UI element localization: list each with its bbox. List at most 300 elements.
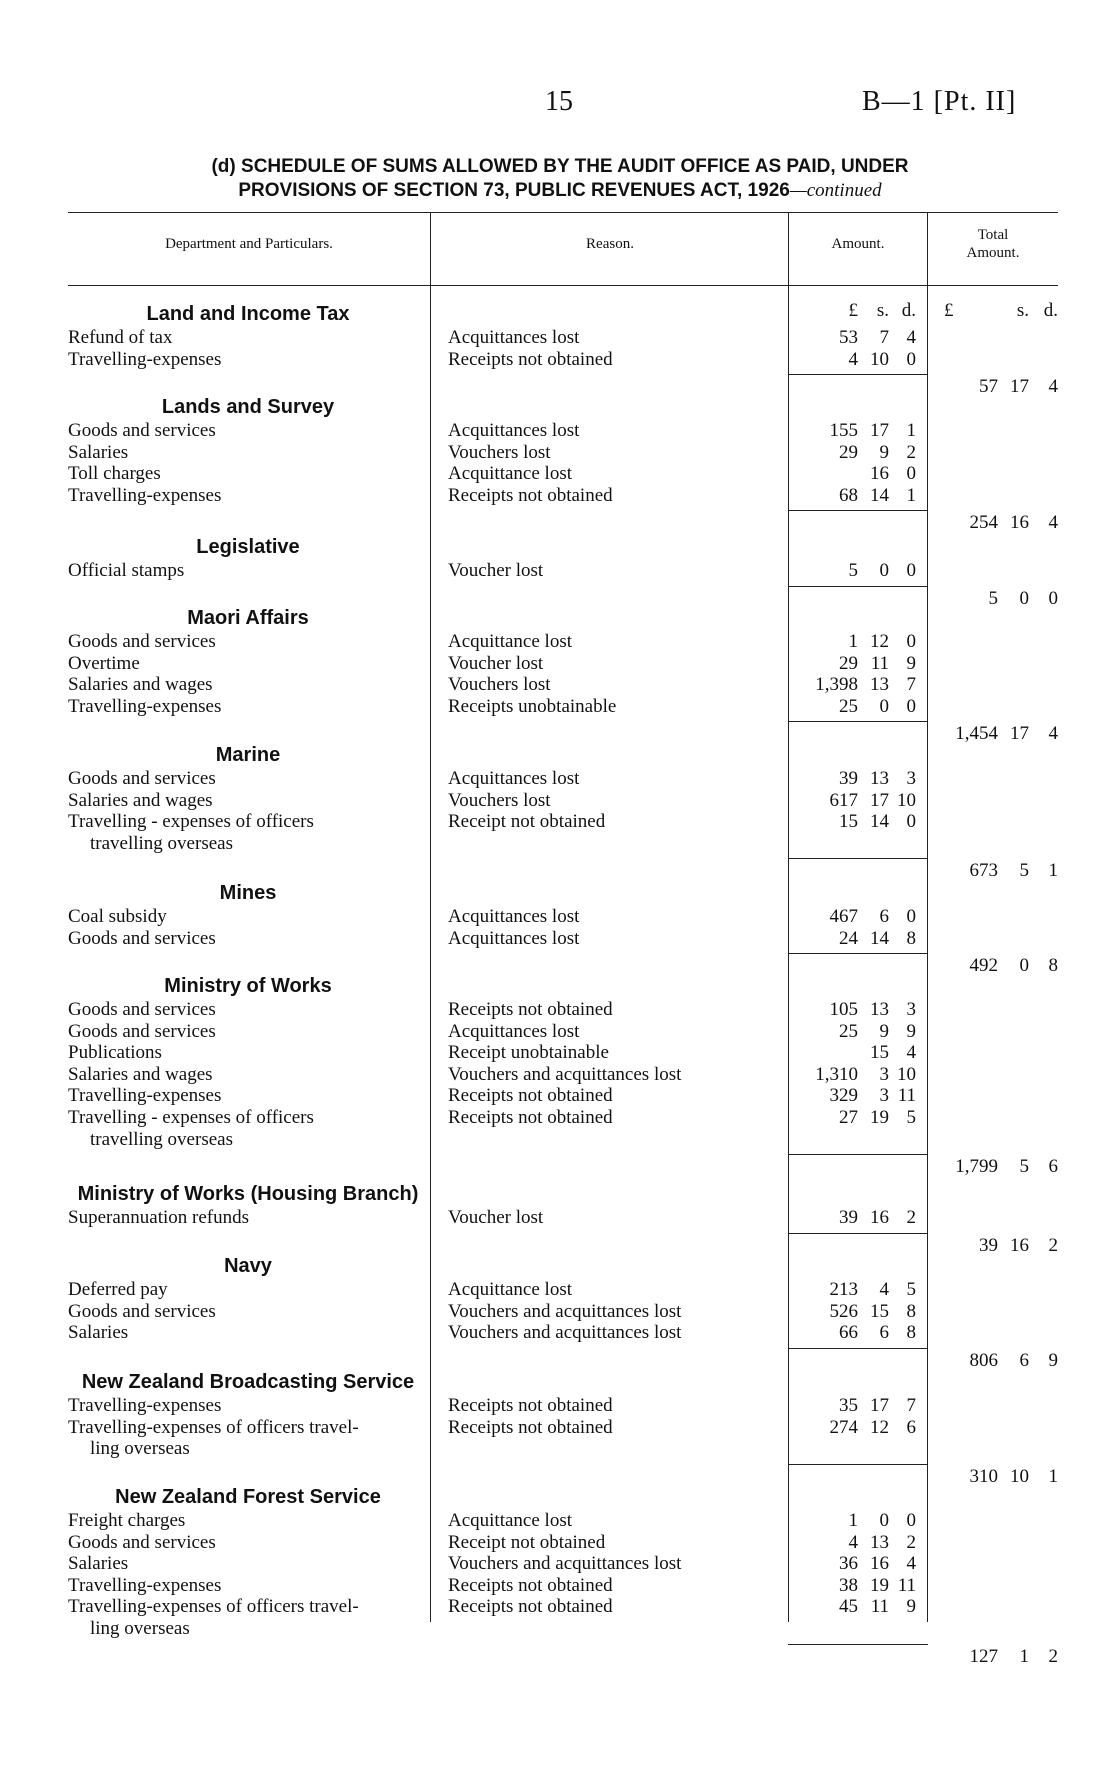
table-row	[0, 1417, 1114, 1439]
reason-cell: Receipt not obtained	[448, 1531, 606, 1553]
amount-pounds: 39	[839, 1207, 858, 1228]
particulars-cell: Travelling-expenses	[68, 1085, 222, 1107]
amount-cell	[788, 1207, 916, 1229]
particulars-cell: Travelling-expenses	[68, 348, 222, 370]
amount-pence: 0	[906, 348, 916, 370]
amount-cell	[788, 1510, 916, 1532]
particulars-cell: Goods and services	[68, 1300, 216, 1322]
amount-pence: 2	[906, 1531, 916, 1553]
amount-shillings: 13	[870, 768, 889, 789]
reason-cell: Receipt not obtained	[448, 811, 606, 833]
amount-pence: 0	[906, 695, 916, 717]
amount-shillings: 12	[870, 1416, 889, 1438]
amount-pounds: 39	[839, 768, 858, 789]
amount-shillings: 13	[870, 674, 889, 696]
particulars-cell: Freight charges	[68, 1510, 186, 1531]
amount-pounds: 15	[839, 811, 858, 833]
reason-cell: Receipts not obtained	[448, 1107, 613, 1128]
amount-shillings: 15	[870, 1042, 889, 1064]
reason-cell: Receipts not obtained	[448, 1574, 613, 1596]
amount-pounds: 526	[829, 1300, 858, 1322]
particulars-cell: Goods and services	[68, 999, 216, 1020]
title-line-2	[70, 179, 1050, 203]
amount-pounds: 467	[829, 906, 858, 927]
total-shillings: 1	[1019, 1645, 1029, 1667]
amount-cell	[788, 696, 916, 718]
particulars-cell: Salaries and wages	[68, 674, 213, 696]
table-row	[0, 1575, 1114, 1597]
amount-pounds: 329	[829, 1085, 858, 1107]
reason-cell: Acquittance lost	[448, 1510, 572, 1531]
amount-pence: 0	[906, 1510, 916, 1531]
total-amount-cell	[930, 723, 1058, 745]
amount-cell	[788, 560, 916, 582]
amount-pounds: 53	[839, 327, 858, 348]
amount-pounds: 1	[848, 1510, 858, 1531]
amount-pence: 4	[906, 1042, 916, 1064]
particulars-cell: Travelling - expenses of officers	[68, 811, 314, 833]
amount-pence: 5	[906, 1279, 916, 1300]
amount-cell	[788, 1575, 916, 1597]
amount-pounds: 25	[839, 1020, 858, 1042]
amount-shillings: 16	[870, 463, 889, 485]
amount-subtotal-rule	[788, 1154, 928, 1155]
amount-pence: 4	[906, 1553, 916, 1575]
particulars-cell: Travelling-expenses	[68, 1574, 222, 1596]
amount-cell	[788, 349, 916, 371]
amount-shillings: 4	[879, 1279, 889, 1300]
column-header-reason: Reason.	[586, 236, 634, 252]
amount-pence: 11	[897, 1085, 916, 1107]
table-row	[0, 1279, 1114, 1301]
amount-pounds: 29	[839, 652, 858, 674]
amount-pence: 1	[906, 420, 916, 441]
amount-pounds: 4	[848, 1531, 858, 1553]
amount-cell	[788, 1395, 916, 1417]
reason-cell: Receipt unobtainable	[448, 1042, 609, 1064]
shillings-head: s.	[876, 300, 889, 321]
amount-shillings: 16	[870, 1553, 889, 1575]
table-row	[0, 1395, 1114, 1417]
total-pence: 8	[1048, 955, 1058, 977]
particulars-cell: Official stamps	[68, 560, 185, 581]
amount-pounds: 1,398	[815, 674, 858, 696]
table-row	[0, 906, 1114, 928]
total-pounds: 310	[969, 1465, 998, 1487]
particulars-cell: Refund of tax	[68, 327, 173, 348]
amount-shillings: 0	[879, 695, 889, 717]
amount-cell	[788, 1596, 916, 1618]
particulars-cell: travelling overseas	[90, 1128, 233, 1150]
amount-shillings: 10	[870, 348, 889, 370]
amount-cell	[788, 1085, 916, 1107]
particulars-cell: Goods and services	[68, 1020, 216, 1042]
amount-pence: 8	[906, 1322, 916, 1344]
particulars-cell: Travelling-expenses	[68, 1395, 222, 1416]
amount-cell	[788, 463, 916, 485]
pence-head: d.	[901, 300, 916, 321]
total-pence: 4	[1048, 512, 1058, 534]
reason-cell: Acquittance lost	[448, 463, 572, 485]
amount-pence: 6	[906, 1416, 916, 1438]
currency-heads-total	[930, 300, 1058, 322]
amount-cell	[788, 485, 916, 507]
amount-pounds: 24	[839, 927, 858, 949]
amount-subtotal-rule	[788, 1464, 928, 1465]
table-row	[0, 1107, 1114, 1129]
amount-pounds: 1	[848, 631, 858, 652]
total-pence: 4	[1048, 723, 1058, 745]
amount-pounds: 29	[839, 441, 858, 463]
total-pounds: 492	[969, 955, 998, 977]
total-amount-cell	[930, 588, 1058, 610]
amount-pounds: 617	[829, 789, 858, 811]
amount-cell	[788, 811, 916, 833]
total-pounds: 1,799	[955, 1156, 998, 1178]
table-row	[0, 790, 1114, 812]
department-heading: Ministry of Works (Housing Branch)	[77, 1183, 419, 1205]
amount-pounds: 35	[839, 1395, 858, 1416]
total-pence: 9	[1048, 1349, 1058, 1371]
amount-subtotal-rule	[788, 858, 928, 859]
amount-pence: 11	[897, 1574, 916, 1596]
currency-heads-amount	[788, 300, 916, 322]
particulars-cell: Goods and services	[68, 768, 216, 789]
amount-pence: 0	[906, 560, 916, 581]
amount-cell	[788, 420, 916, 442]
particulars-cell: Deferred pay	[68, 1279, 168, 1300]
amount-subtotal-rule	[788, 510, 928, 511]
total-pence: 2	[1048, 1234, 1058, 1256]
particulars-cell: ling overseas	[90, 1438, 190, 1460]
table-row	[0, 1021, 1114, 1043]
total-pounds: 39	[979, 1234, 998, 1256]
table-row	[0, 768, 1114, 790]
department-heading: New Zealand Broadcasting Service	[81, 1371, 415, 1393]
table-row	[0, 696, 1114, 718]
table-row	[0, 1618, 1114, 1640]
amount-pence: 9	[906, 1020, 916, 1042]
total-pence: 0	[1048, 587, 1058, 609]
amount-cell	[788, 790, 916, 812]
table-row	[0, 560, 1114, 582]
amount-pence: 7	[906, 1395, 916, 1416]
amount-cell	[788, 999, 916, 1021]
total-shillings: 17	[1010, 723, 1029, 745]
particulars-cell: Travelling-expenses	[68, 695, 222, 717]
table-row	[0, 1553, 1114, 1575]
table-row	[0, 420, 1114, 442]
amount-cell	[788, 1322, 916, 1344]
reason-cell: Receipts not obtained	[448, 1395, 613, 1416]
reason-cell: Acquittance lost	[448, 1279, 572, 1300]
table-row	[0, 653, 1114, 675]
amount-pence: 9	[906, 652, 916, 674]
amount-pence: 0	[906, 906, 916, 927]
particulars-cell: Publications	[68, 1042, 162, 1064]
reason-cell: Vouchers and acquittances lost	[448, 1063, 682, 1085]
total-amount-cell	[930, 1235, 1058, 1257]
total-pence: 2	[1048, 1645, 1058, 1667]
total-pence: 1	[1048, 860, 1058, 882]
amount-pence: 10	[897, 1063, 916, 1085]
amount-pounds: 66	[839, 1322, 858, 1344]
amount-shillings: 14	[870, 927, 889, 949]
amount-shillings: 3	[879, 1085, 889, 1107]
amount-cell	[788, 327, 916, 349]
reason-cell: Acquittances lost	[448, 927, 580, 949]
amount-pence: 2	[906, 441, 916, 463]
amount-cell	[788, 631, 916, 653]
total-amount-cell	[930, 955, 1058, 977]
department-heading: Marine	[215, 744, 281, 766]
amount-shillings: 6	[879, 906, 889, 927]
amount-subtotal-rule	[788, 1348, 928, 1349]
amount-pence: 0	[906, 463, 916, 485]
total-pounds: 806	[969, 1349, 998, 1371]
table-row	[0, 1596, 1114, 1618]
amount-pounds: 68	[839, 484, 858, 506]
reason-cell: Receipts not obtained	[448, 1085, 613, 1107]
table-row	[0, 327, 1114, 349]
total-amount-cell	[930, 512, 1058, 534]
amount-shillings: 15	[870, 1300, 889, 1322]
amount-pounds: 105	[829, 999, 858, 1020]
amount-pounds: 155	[829, 420, 858, 441]
table-row	[0, 1064, 1114, 1086]
amount-pounds: 213	[829, 1279, 858, 1300]
table-row	[0, 349, 1114, 371]
reason-cell: Vouchers and acquittances lost	[448, 1322, 682, 1344]
amount-pence: 8	[906, 927, 916, 949]
particulars-cell: Travelling-expenses of officers travel-	[68, 1596, 359, 1618]
reason-cell: Acquittances lost	[448, 768, 580, 789]
reason-cell: Receipts not obtained	[448, 348, 613, 370]
amount-cell	[788, 1301, 916, 1323]
table-row	[0, 463, 1114, 485]
amount-pence: 9	[906, 1596, 916, 1618]
amount-pounds: 1,310	[815, 1063, 858, 1085]
amount-pounds: 45	[839, 1596, 858, 1618]
amount-shillings: 0	[879, 1510, 889, 1531]
table-row	[0, 442, 1114, 464]
amount-pence: 0	[906, 631, 916, 652]
department-heading: Navy	[224, 1255, 272, 1277]
title-line-2-text: PROVISIONS OF SECTION 73, PUBLIC REVENUES ACT, 1926	[238, 180, 790, 201]
department-heading: Maori Affairs	[187, 607, 309, 629]
amount-cell	[788, 1553, 916, 1575]
amount-cell	[788, 442, 916, 464]
amount-subtotal-rule	[788, 374, 928, 375]
particulars-cell: Travelling-expenses of officers travel-	[68, 1416, 359, 1438]
table-row	[0, 1085, 1114, 1107]
total-pounds: 5	[988, 587, 998, 609]
document-reference: B—1 [Pt. II]	[862, 86, 1017, 117]
amount-shillings: 11	[870, 652, 889, 674]
amount-cell	[788, 1438, 916, 1460]
amount-cell	[788, 833, 916, 855]
total-shillings: 5	[1019, 1156, 1029, 1178]
reason-cell: Receipts unobtainable	[448, 695, 617, 717]
particulars-cell: ling overseas	[90, 1618, 190, 1639]
column-header-total	[928, 226, 1058, 262]
table-row	[0, 811, 1114, 833]
amount-cell	[788, 906, 916, 928]
reason-cell: Acquittances lost	[448, 327, 580, 348]
amount-pence: 3	[906, 999, 916, 1020]
table-row	[0, 1207, 1114, 1229]
column-header-particulars: Department and Particulars.	[165, 236, 333, 252]
table-row	[0, 1510, 1114, 1532]
total-pounds-head: £	[944, 300, 954, 321]
amount-cell	[788, 1532, 916, 1554]
particulars-cell: Travelling - expenses of officers	[68, 1107, 314, 1128]
table-row	[0, 1129, 1114, 1151]
table-row	[0, 674, 1114, 696]
total-pounds: 1,454	[955, 723, 998, 745]
amount-cell	[788, 653, 916, 675]
reason-cell: Receipts not obtained	[448, 1416, 613, 1438]
particulars-cell: Goods and services	[68, 420, 216, 441]
amount-cell	[788, 928, 916, 950]
amount-shillings: 19	[870, 1107, 889, 1128]
amount-shillings: 19	[870, 1574, 889, 1596]
particulars-cell: Overtime	[68, 652, 140, 674]
total-shillings: 0	[1019, 587, 1029, 609]
table-row	[0, 833, 1114, 855]
amount-shillings: 9	[879, 441, 889, 463]
total-pence: 6	[1048, 1156, 1058, 1178]
total-pounds: 254	[969, 512, 998, 534]
total-amount-cell	[930, 376, 1058, 398]
amount-cell	[788, 1064, 916, 1086]
table-row	[0, 1438, 1114, 1460]
amount-cell	[788, 674, 916, 696]
particulars-cell: travelling overseas	[90, 832, 233, 854]
amount-shillings: 17	[870, 789, 889, 811]
department-heading: Legislative	[196, 536, 300, 558]
total-shillings: 6	[1019, 1349, 1029, 1371]
department-heading: Ministry of Works	[164, 975, 332, 997]
total-amount-cell	[930, 1156, 1058, 1178]
column-header-amount: Amount.	[831, 236, 885, 252]
amount-pence: 1	[906, 484, 916, 506]
amount-pounds: 274	[829, 1416, 858, 1438]
amount-shillings: 9	[879, 1020, 889, 1042]
total-pounds: 127	[969, 1645, 998, 1667]
total-pence-head: d.	[1043, 300, 1058, 321]
reason-cell: Acquittances lost	[448, 1020, 580, 1042]
reason-cell: Acquittances lost	[448, 906, 580, 927]
total-amount-cell	[930, 1350, 1058, 1372]
particulars-cell: Salaries	[68, 1553, 129, 1575]
total-shillings: 17	[1010, 376, 1029, 398]
amount-cell	[788, 1107, 916, 1129]
amount-shillings: 16	[870, 1207, 889, 1228]
particulars-cell: Toll charges	[68, 463, 161, 485]
reason-cell: Vouchers lost	[448, 789, 551, 811]
particulars-cell: Superannuation refunds	[68, 1207, 249, 1228]
table-row	[0, 1042, 1114, 1064]
reason-cell: Acquittance lost	[448, 631, 572, 652]
particulars-cell: Goods and services	[68, 927, 216, 949]
total-shillings: 16	[1010, 512, 1029, 534]
amount-cell	[788, 1417, 916, 1439]
amount-shillings: 17	[870, 1395, 889, 1416]
amount-subtotal-rule	[788, 586, 928, 587]
amount-pence: 0	[906, 811, 916, 833]
table-row	[0, 1532, 1114, 1554]
amount-pence: 2	[906, 1207, 916, 1228]
total-shillings-head: s.	[1016, 300, 1029, 321]
total-shillings: 10	[1010, 1465, 1029, 1487]
amount-cell	[788, 1279, 916, 1301]
total-shillings: 16	[1010, 1234, 1029, 1256]
particulars-cell: Salaries and wages	[68, 789, 213, 811]
reason-cell: Receipts not obtained	[448, 999, 613, 1020]
amount-shillings: 17	[870, 420, 889, 441]
reason-cell: Vouchers lost	[448, 441, 551, 463]
department-heading: Mines	[219, 882, 277, 904]
total-amount-cell	[930, 1646, 1058, 1668]
amount-pence: 7	[906, 674, 916, 696]
pounds-head: £	[848, 300, 858, 321]
title-line-1: (d) SCHEDULE OF SUMS ALLOWED BY THE AUDIT OFFICE AS PAID, UNDER	[211, 156, 909, 177]
table-row	[0, 1322, 1114, 1344]
reason-cell: Voucher lost	[448, 560, 544, 581]
amount-shillings: 12	[870, 631, 889, 652]
column-header-total-line2: Amount.	[966, 245, 1020, 261]
reason-cell: Vouchers and acquittances lost	[448, 1553, 682, 1575]
table-top-rule	[68, 212, 1058, 213]
amount-pounds: 38	[839, 1574, 858, 1596]
table-header-rule	[68, 285, 1058, 286]
particulars-cell: Salaries	[68, 441, 129, 463]
amount-pounds: 5	[848, 560, 858, 581]
reason-cell: Voucher lost	[448, 1207, 544, 1228]
amount-pounds: 25	[839, 695, 858, 717]
amount-shillings: 13	[870, 999, 889, 1020]
total-pounds: 673	[969, 860, 998, 882]
particulars-cell: Travelling-expenses	[68, 484, 222, 506]
total-amount-cell	[930, 1466, 1058, 1488]
table-row	[0, 485, 1114, 507]
reason-cell: Receipts not obtained	[448, 484, 613, 506]
amount-subtotal-rule	[788, 721, 928, 722]
amount-pence: 3	[906, 768, 916, 789]
particulars-cell: Salaries	[68, 1322, 129, 1344]
total-pence: 1	[1048, 1465, 1058, 1487]
reason-cell: Voucher lost	[448, 652, 544, 674]
total-pounds: 57	[979, 376, 998, 398]
amount-shillings: 0	[879, 560, 889, 581]
total-shillings: 5	[1019, 860, 1029, 882]
particulars-cell: Goods and services	[68, 1531, 216, 1553]
amount-pounds: 36	[839, 1553, 858, 1575]
particulars-cell: Goods and services	[68, 631, 216, 652]
department-heading: New Zealand Forest Service	[115, 1486, 381, 1508]
amount-cell	[788, 768, 916, 790]
amount-shillings: 11	[870, 1596, 889, 1618]
reason-cell: Acquittances lost	[448, 420, 580, 441]
amount-pence: 10	[897, 789, 916, 811]
total-pence: 4	[1048, 376, 1058, 398]
amount-pence: 4	[906, 327, 916, 348]
amount-subtotal-rule	[788, 1233, 928, 1234]
table-row	[0, 928, 1114, 950]
amount-pence: 8	[906, 1300, 916, 1322]
amount-shillings: 3	[879, 1063, 889, 1085]
